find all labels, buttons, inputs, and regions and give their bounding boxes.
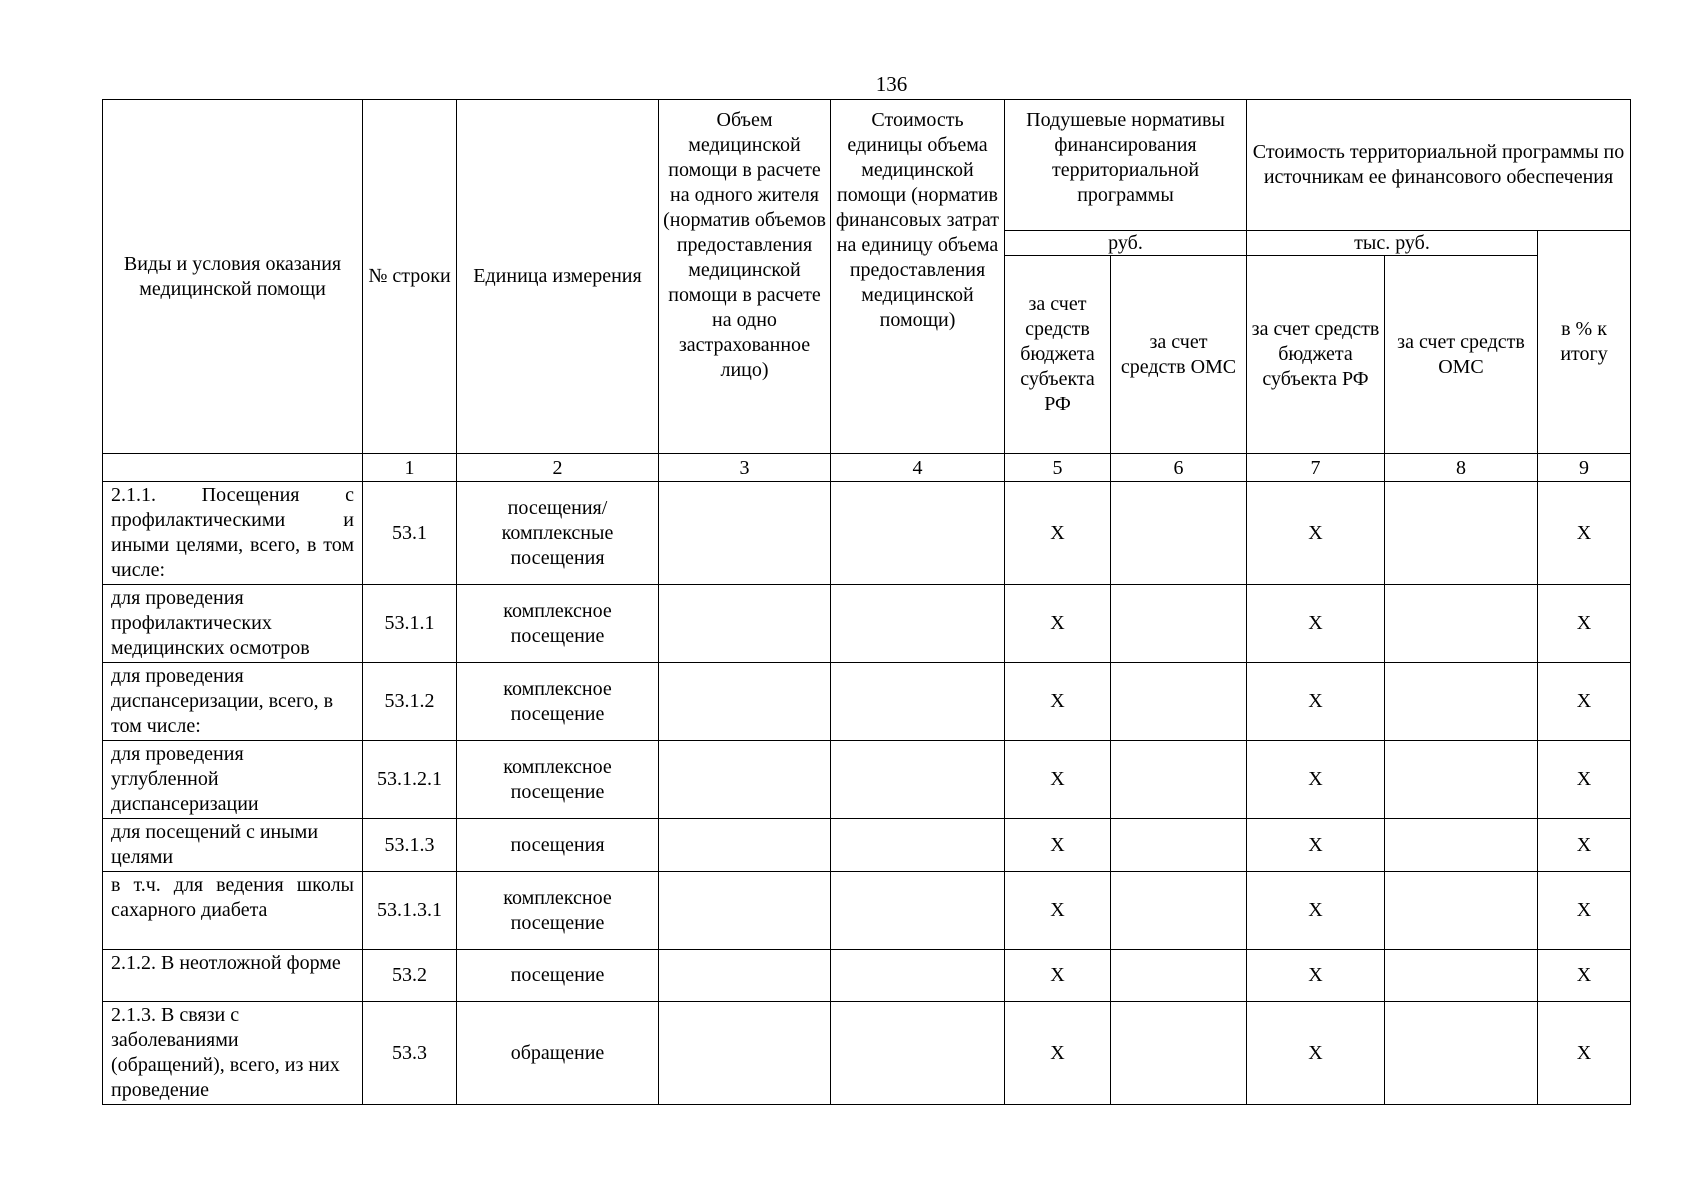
row-budget-rf-rub: Х bbox=[1005, 482, 1111, 585]
column-number-5: 5 bbox=[1005, 454, 1111, 482]
row-budget-rf-thousand: Х bbox=[1247, 663, 1385, 741]
row-volume bbox=[659, 950, 831, 1002]
header-unit: Единица измерения bbox=[457, 100, 659, 454]
row-name-text: в т.ч. для ведения школы сахарного диабета bbox=[111, 874, 354, 921]
row-budget-rf-rub: Х bbox=[1005, 585, 1111, 663]
row-percent-total: Х bbox=[1538, 1002, 1631, 1105]
column-number-4: 4 bbox=[831, 454, 1005, 482]
header-unit-cost: Стоимость единицы объема медицинской помощи (норматив финансовых затрат на единицу объема предоставления медицинской помощи) bbox=[831, 100, 1005, 454]
row-oms-rub bbox=[1111, 872, 1247, 950]
row-budget-rf-rub: Х bbox=[1005, 1002, 1111, 1105]
row-budget-rf-rub: Х bbox=[1005, 950, 1111, 1002]
row-oms-thousand bbox=[1385, 872, 1538, 950]
row-code: 53.1.2 bbox=[363, 663, 457, 741]
row-unit: комплексное посещение bbox=[457, 663, 659, 741]
row-unit-cost bbox=[831, 585, 1005, 663]
row-oms-rub bbox=[1111, 1002, 1247, 1105]
row-oms-thousand bbox=[1385, 1002, 1538, 1105]
row-unit: комплексное посещение bbox=[457, 585, 659, 663]
row-unit: обращение bbox=[457, 1002, 659, 1105]
row-percent-total: Х bbox=[1538, 741, 1631, 819]
row-oms-rub bbox=[1111, 819, 1247, 872]
table-row bbox=[103, 482, 1631, 585]
column-number-6: 6 bbox=[1111, 454, 1247, 482]
row-volume bbox=[659, 663, 831, 741]
column-number-8: 8 bbox=[1385, 454, 1538, 482]
column-number-7: 7 bbox=[1247, 454, 1385, 482]
row-unit: посещение bbox=[457, 950, 659, 1002]
row-budget-rf-thousand: Х bbox=[1247, 1002, 1385, 1105]
row-budget-rf-thousand: Х bbox=[1247, 741, 1385, 819]
row-volume bbox=[659, 1002, 831, 1105]
row-volume bbox=[659, 482, 831, 585]
header-per-capita: Подушевые нормативы финансирования территориальной программы bbox=[1005, 100, 1247, 231]
row-code: 53.2 bbox=[363, 950, 457, 1002]
row-unit: комплексное посещение bbox=[457, 872, 659, 950]
row-oms-thousand bbox=[1385, 585, 1538, 663]
table-row bbox=[103, 1002, 1631, 1105]
row-volume bbox=[659, 819, 831, 872]
header-thousand-rub: тыс. руб. bbox=[1247, 231, 1538, 256]
row-unit-cost bbox=[831, 741, 1005, 819]
header-budget-rf-rub: за счет средств бюджета субъекта РФ bbox=[1005, 256, 1111, 454]
page-number: 136 bbox=[875, 72, 908, 96]
header-budget-rf-thousand: за счет средств бюджета субъекта РФ bbox=[1247, 256, 1385, 454]
row-name: 2.1.3. В связи с заболеваниями (обращений), всего, из них проведение bbox=[103, 1002, 363, 1105]
financing-table bbox=[102, 99, 1631, 1105]
header-rub: руб. bbox=[1005, 231, 1247, 256]
row-percent-total: Х bbox=[1538, 482, 1631, 585]
row-code: 53.1.3 bbox=[363, 819, 457, 872]
row-name: для посещений с иными целями bbox=[103, 819, 363, 872]
row-percent-total: Х bbox=[1538, 585, 1631, 663]
row-oms-thousand bbox=[1385, 819, 1538, 872]
header-type-of-care: Виды и условия оказания медицинской помощи bbox=[103, 100, 363, 454]
row-name-text: 2.1.1. Посещения с профилактическими и иными целями, всего, в том числе: bbox=[111, 484, 354, 581]
row-unit: посещения/ комплексные посещения bbox=[457, 482, 659, 585]
row-oms-rub bbox=[1111, 663, 1247, 741]
row-name: для проведения профилактических медицинских осмотров bbox=[103, 585, 363, 663]
row-unit-cost bbox=[831, 819, 1005, 872]
row-percent-total: Х bbox=[1538, 950, 1631, 1002]
row-oms-rub bbox=[1111, 585, 1247, 663]
row-budget-rf-rub: Х bbox=[1005, 741, 1111, 819]
row-volume bbox=[659, 741, 831, 819]
table-row bbox=[103, 585, 1631, 663]
row-code: 53.1.3.1 bbox=[363, 872, 457, 950]
row-name: для проведения диспансеризации, всего, в том числе: bbox=[103, 663, 363, 741]
row-percent-total: Х bbox=[1538, 819, 1631, 872]
row-unit: комплексное посещение bbox=[457, 741, 659, 819]
row-unit: посещения bbox=[457, 819, 659, 872]
row-name bbox=[103, 482, 363, 585]
row-budget-rf-thousand: Х bbox=[1247, 872, 1385, 950]
column-number-3: 3 bbox=[659, 454, 831, 482]
row-unit-cost bbox=[831, 482, 1005, 585]
row-code: 53.3 bbox=[363, 1002, 457, 1105]
row-oms-rub bbox=[1111, 482, 1247, 585]
row-budget-rf-thousand: Х bbox=[1247, 950, 1385, 1002]
row-oms-thousand bbox=[1385, 663, 1538, 741]
row-budget-rf-thousand: Х bbox=[1247, 585, 1385, 663]
row-unit-cost bbox=[831, 950, 1005, 1002]
row-volume bbox=[659, 585, 831, 663]
table-row bbox=[103, 663, 1631, 741]
row-budget-rf-rub: Х bbox=[1005, 872, 1111, 950]
row-oms-rub bbox=[1111, 950, 1247, 1002]
row-name bbox=[103, 872, 363, 950]
column-number-2: 2 bbox=[457, 454, 659, 482]
column-number-9: 9 bbox=[1538, 454, 1631, 482]
row-volume bbox=[659, 872, 831, 950]
table-row bbox=[103, 872, 1631, 950]
table-row bbox=[103, 819, 1631, 872]
row-code: 53.1 bbox=[363, 482, 457, 585]
row-code: 53.1.1 bbox=[363, 585, 457, 663]
header-volume: Объем медицинской помощи в расчете на одного жителя (норматив объемов предоставления медицинской помощи в расчете на одно застрахованное лицо) bbox=[659, 100, 831, 454]
column-number-blank bbox=[103, 454, 363, 482]
column-number-1: 1 bbox=[363, 454, 457, 482]
row-percent-total: Х bbox=[1538, 872, 1631, 950]
header-oms-thousand: за счет средств ОМС bbox=[1385, 256, 1538, 454]
header-program-cost: Стоимость территориальной программы по источникам ее финансового обеспечения bbox=[1247, 100, 1631, 231]
row-name: 2.1.2. В неотложной форме bbox=[103, 950, 363, 1002]
row-oms-thousand bbox=[1385, 741, 1538, 819]
row-unit-cost bbox=[831, 872, 1005, 950]
header-percent-total: в % к итогу bbox=[1538, 231, 1631, 454]
row-code: 53.1.2.1 bbox=[363, 741, 457, 819]
row-budget-rf-thousand: Х bbox=[1247, 482, 1385, 585]
header-oms-rub: за счет средств ОМС bbox=[1111, 256, 1247, 454]
row-oms-thousand bbox=[1385, 482, 1538, 585]
table-row bbox=[103, 741, 1631, 819]
table-row bbox=[103, 950, 1631, 1002]
row-name: для проведения углубленной диспансеризации bbox=[103, 741, 363, 819]
row-budget-rf-rub: Х bbox=[1005, 663, 1111, 741]
row-unit-cost bbox=[831, 1002, 1005, 1105]
row-percent-total: Х bbox=[1538, 663, 1631, 741]
row-oms-thousand bbox=[1385, 950, 1538, 1002]
row-budget-rf-thousand: Х bbox=[1247, 819, 1385, 872]
row-unit-cost bbox=[831, 663, 1005, 741]
row-budget-rf-rub: Х bbox=[1005, 819, 1111, 872]
header-row-number: № строки bbox=[363, 100, 457, 454]
row-oms-rub bbox=[1111, 741, 1247, 819]
